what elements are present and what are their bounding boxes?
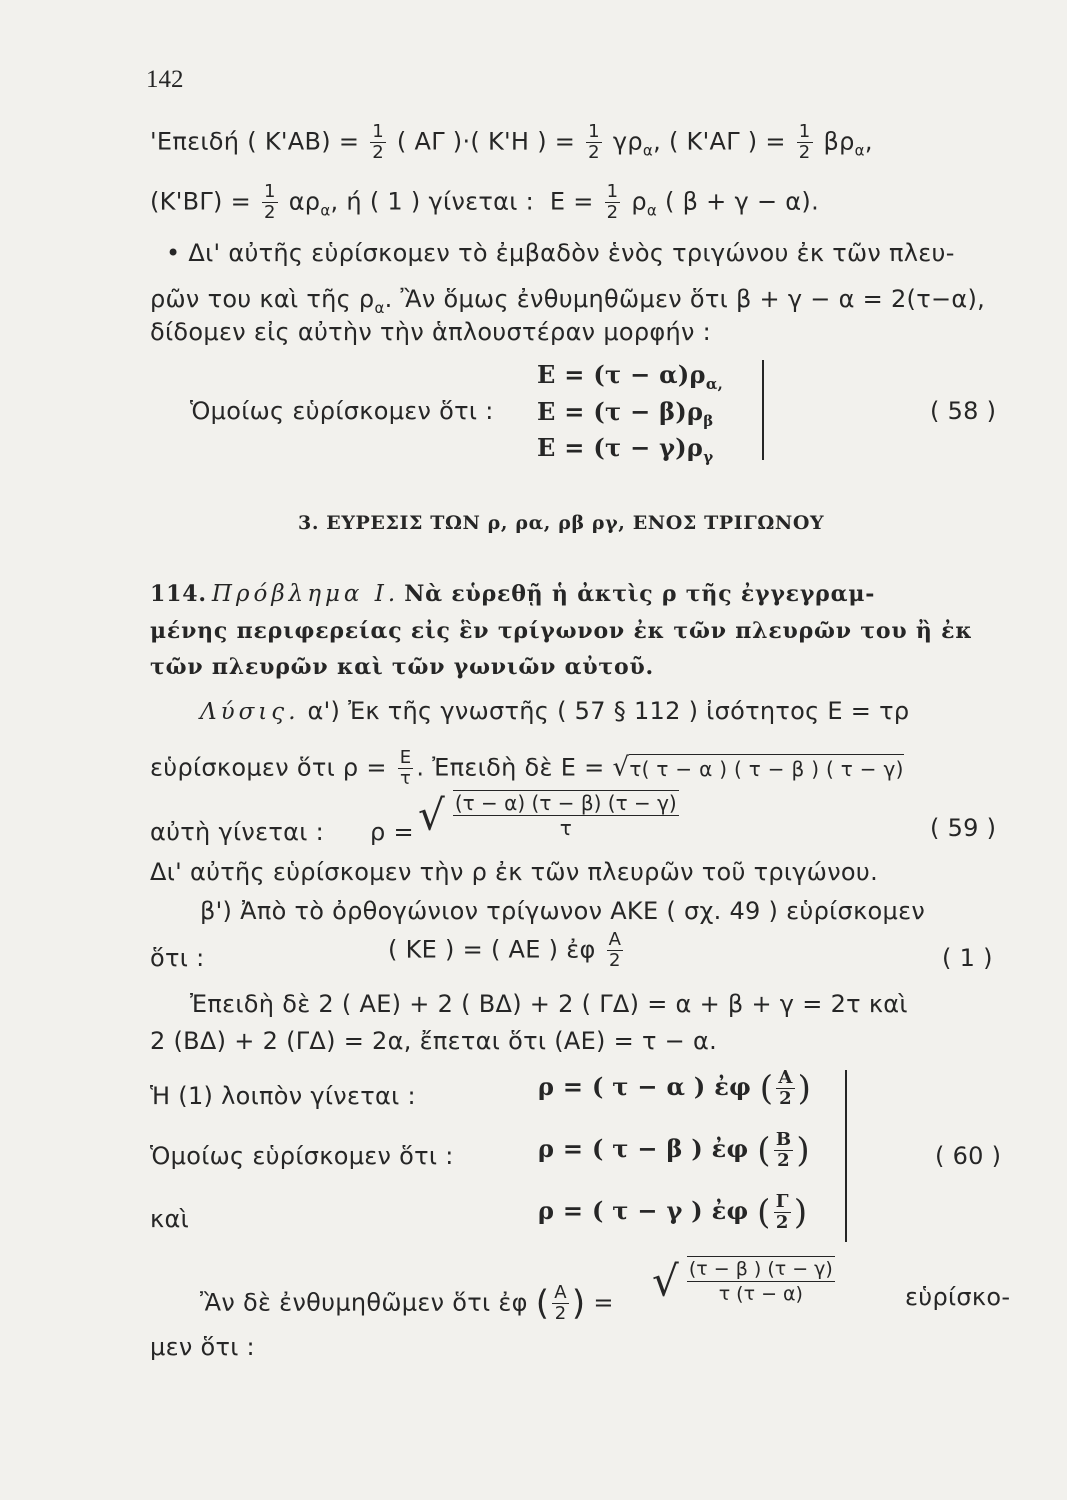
eq60-lead-2: Ὁμοίως εὑρίσκομεν ὅτι : bbox=[150, 1142, 454, 1170]
solution-line-2: εὑρίσκομεν ὅτι ρ = $\frac{E}{\tau}$ . Ἐπειδὴ δὲ Ε = √τ( τ − α ) ( τ − β ) ( τ − γ) bbox=[150, 747, 904, 789]
text: βρ bbox=[823, 127, 855, 156]
problem-line-1: 114. Πρόβλημα Ι. Νὰ εὑρεθῇ ἡ ἀκτὶς ρ τῆς ἐγγεγραμ- bbox=[150, 581, 876, 607]
equation-58-c: $E = (\tau - \gamma)\rho_\gamma$ bbox=[537, 433, 714, 466]
solution-line-3: αὐτὴ γίνεται : bbox=[150, 818, 325, 846]
equation-number: ( 58 ) bbox=[930, 397, 997, 425]
equation-60-b: ρ = ( τ − β ) ἐφ ( $\frac{B}{2}$ ) bbox=[538, 1129, 810, 1171]
text: εὑρίσκο- bbox=[905, 1283, 1011, 1311]
text-line: μεν ὅτι : bbox=[150, 1333, 255, 1361]
radical-icon: √ bbox=[612, 752, 630, 783]
problem-line-2: μένης περιφερείας εἰς ἓν τρίγωνον ἐκ τῶν πλευρῶν του ἢ ἐκ bbox=[150, 618, 973, 644]
equation-58-b: $E = (\tau - \beta)\rho_\beta$ bbox=[537, 397, 714, 430]
equation-line-1: 'Επειδή ( Κ'ΑΒ) = $\frac{1}{2}$ ( ΑΓ )·( Κ'Η ) = $\frac{1}{2}$ $\gamma\rho_\alpha$, ( Κ'ΑΓ ) = $\frac{1}{2}$ $\beta\rho_\alpha$, bbox=[150, 121, 873, 163]
brace bbox=[762, 360, 764, 460]
equation-number: ( 60 ) bbox=[935, 1142, 1002, 1170]
section-heading: 3. ΕΥΡΕΣΙΣ ΤΩΝ ρ, ρα, ρβ ργ, ΕΝΟΣ ΤΡΙΓΩΝΟΥ bbox=[298, 512, 825, 534]
equation-line-2: (Κ'ΒΓ) = $\frac{1}{2}$ $\alpha\rho_\alpha$, ή ( 1 ) γίνεται : Ε = $\frac{1}{2}$ $\rho_\alpha$ ( β + γ − α). bbox=[150, 181, 820, 223]
eq60-lead-1: Ἡ (1) λοιπὸν γίνεται : bbox=[150, 1082, 416, 1110]
text: γρ bbox=[612, 127, 643, 156]
equation-number: ( 1 ) bbox=[942, 944, 993, 972]
problem-line-3: τῶν πλευρῶν καὶ τῶν γωνιῶν αὐτοῦ. bbox=[150, 654, 654, 680]
text-line: ὅτι : bbox=[150, 944, 205, 972]
fraction-e-over-tau: $\frac{E}{\tau}$ bbox=[399, 747, 412, 789]
text: , ( Κ'ΑΓ ) = bbox=[653, 127, 786, 156]
sqrt-fraction-2: √ $\frac{(\tau - \beta ) (\tau - \gamma)}{\tau (\tau - \alpha)}$ bbox=[652, 1256, 833, 1306]
eq60-lead-3: καὶ bbox=[150, 1205, 189, 1233]
radical-icon: √ bbox=[418, 790, 445, 840]
last-line: Ἂν δὲ ἐνθυμηθῶμεν ὅτι ἐφ ( $\frac{A}{2}$ ) = bbox=[200, 1282, 614, 1324]
equation-58-a: $E = (\tau - \alpha)\rho_{\alpha,}$ bbox=[537, 360, 724, 393]
text: 'Επειδή ( Κ'ΑΒ) = bbox=[150, 127, 360, 156]
fraction-half: $\frac{1}{2}$ bbox=[372, 121, 384, 163]
text-line: Δι' αὐτῆς εὑρίσκομεν τὴν ρ ἐκ τῶν πλευρῶν τοῦ τριγώνου. bbox=[150, 858, 879, 886]
text-line: β') Ἀπὸ τὸ ὀρθογώνιον τρίγωνον ΑΚΕ ( σχ. 49 ) εὑρίσκομεν bbox=[200, 897, 926, 925]
rho-equals: ρ = bbox=[370, 818, 414, 846]
text-line: ρῶν του καὶ τῆς $\rho_\alpha$. Ἂν ὅμως ἐνθυμηθῶμεν ὅτι β + γ − α = 2(τ−α), bbox=[150, 285, 986, 317]
fraction-half: $\frac{1}{2}$ bbox=[588, 121, 600, 163]
radical-icon: √ bbox=[652, 1256, 679, 1306]
text-line: Ἐπειδὴ δὲ 2 ( ΑΕ) + 2 ( ΒΔ) + 2 ( ΓΔ) = α + β + γ = 2τ καὶ bbox=[190, 990, 908, 1018]
text-line: 2 (ΒΔ) + 2 (ΓΔ) = 2α, ἔπεται ὅτι (ΑΕ) = τ − α. bbox=[150, 1027, 718, 1055]
fraction-half: $\frac{1}{2}$ bbox=[263, 181, 276, 223]
text: ( ΑΓ )·( Κ'Η ) = bbox=[396, 127, 576, 156]
equation-60-a: ρ = ( τ − α ) ἐφ ( $\frac{A}{2}$ ) bbox=[538, 1067, 812, 1109]
equation-60-c: ρ = ( τ − γ ) ἐφ ( $\frac{\Gamma}{2}$ ) bbox=[538, 1191, 808, 1233]
equation-58-lead: Ὁμοίως εὑρίσκομεν ὅτι : bbox=[190, 397, 494, 425]
equation-number: ( 59 ) bbox=[930, 814, 997, 842]
text-line: δίδομεν εἰς αὐτὴν τὴν ἁπλουστέραν μορφήν : bbox=[150, 318, 712, 346]
page-number: 142 bbox=[146, 66, 184, 93]
equation-1: ( ΚΕ ) = ( ΑΕ ) ἐφ $\frac{A}{2}$ bbox=[388, 929, 622, 971]
sqrt-fraction: √ $\frac{(\tau - \alpha) (\tau - \beta) (\tau - \gamma)}{\tau}$ bbox=[418, 790, 677, 840]
fraction-half: $\frac{1}{2}$ bbox=[798, 121, 811, 163]
fraction-half: $\frac{1}{2}$ bbox=[606, 181, 619, 223]
brace bbox=[845, 1070, 847, 1242]
text-line: • Δι' αὐτῆς εὑρίσκομεν τὸ ἐμβαδὸν ἑνὸς τριγώνου ἐκ τῶν πλευ- bbox=[166, 239, 955, 267]
solution-line-1: Λύσις. α') Ἐκ τῆς γνωστῆς ( 57 § 112 ) ἰσότητος Ε = τρ bbox=[200, 697, 910, 725]
